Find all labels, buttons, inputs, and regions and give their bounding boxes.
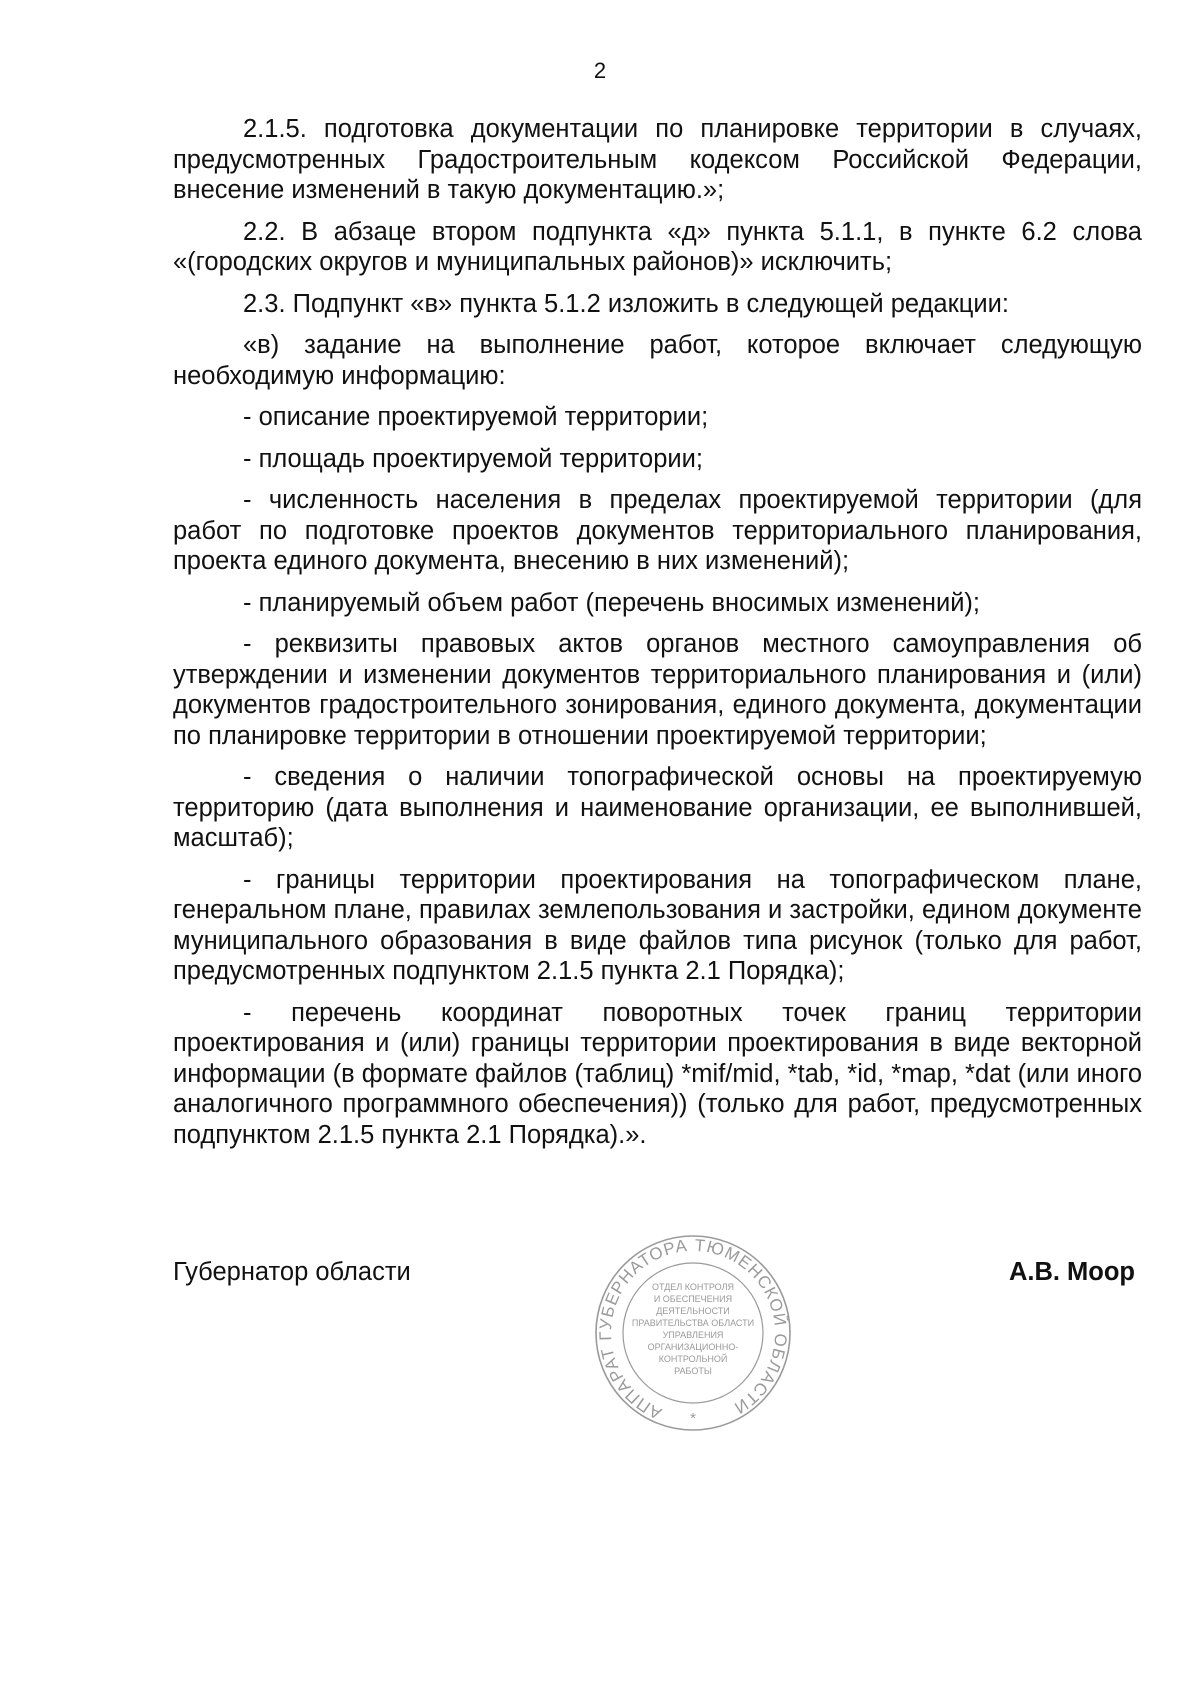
- list-item-boundaries: - границы территории проектирования на топографическом плане, генеральном плане, правилах землепользования и застройки, едином документе муниципального образования в виде файлов типа рисунок (только для работ, предусмотренных подпунктом 2.1.5 пункта 2.1 Порядка);: [173, 865, 1142, 985]
- official-stamp: [593, 1230, 793, 1440]
- signatory-position: Губернатор области: [173, 1258, 411, 1286]
- list-item-coordinates: - перечень координат поворотных точек границ территории проектирования и (или) границы территории проектирования в виде векторной информации (в формате файлов (таблиц) *mif/mid, *tab, *id, *map, *dat (или иного аналогичного программного обеспечения)) (только для работ, предусмотренных подпунктом 2.1.5 пункта 2.1 Порядка).».: [173, 998, 1142, 1149]
- paragraph-task-intro: «в) задание на выполнение работ, которое включает следующую необходимую информацию:: [173, 331, 1142, 390]
- stamp-inner-line: УПРАВЛЕНИЯ: [662, 1330, 724, 1340]
- list-item-topographic-basis: - сведения о наличии топографической основы на проектируемую территорию (дата выполнения и наименование организации, ее выполнившей, масштаб);: [173, 763, 1142, 852]
- stamp-inner-text: [632, 1282, 754, 1376]
- list-item-legal-acts: - реквизиты правовых актов органов местного самоуправления об утверждении и изменении документов территориального планирования и (или) документов градостроительного зонирования, единого документа, документации по планировке территории в отношении проектируемой территории;: [173, 630, 1142, 750]
- list-item-population: - численность населения в пределах проектируемой территории (для работ по подготовке проектов документов территориального планирования, проекта единого документа, внесению в них изменений);: [173, 486, 1142, 575]
- stamp-inner-line: ДЕЯТЕЛЬНОСТИ: [656, 1306, 730, 1316]
- paragraph-2-1-5: 2.1.5. подготовка документации по планировке территории в случаях, предусмотренных Градостроительным кодексом Российской Федерации, внесение изменений в такую документацию.»;: [173, 115, 1142, 204]
- stamp-inner-line: РАБОТЫ: [674, 1366, 712, 1376]
- stamp-inner-line: ОРГАНИЗАЦИОННО-: [647, 1342, 739, 1352]
- page-number: 2: [593, 58, 607, 83]
- stamp-inner-line: КОНТРОЛЬНОЙ: [658, 1354, 728, 1364]
- list-item-work-volume: - планируемый объем работ (перечень вносимых изменений);: [243, 588, 981, 617]
- paragraph-2-3: 2.3. Подпункт «в» пункта 5.1.2 изложить в следующей редакции:: [243, 289, 1009, 318]
- list-item-territory-description: - описание проектируемой территории;: [243, 403, 709, 431]
- list-item-territory-area: - площадь проектируемой территории;: [243, 444, 703, 473]
- stamp-star: *: [690, 1410, 696, 1427]
- stamp-inner-line: И ОБЕСПЕЧЕНИЯ: [653, 1294, 733, 1304]
- stamp-inner-line: ОТДЕЛ КОНТРОЛЯ: [652, 1282, 734, 1292]
- signatory-name: А.В. Моор: [1008, 1258, 1135, 1286]
- stamp-inner-line: ПРАВИТЕЛЬСТВА ОБЛАСТИ: [631, 1318, 755, 1328]
- document-body: [173, 114, 1142, 1161]
- paragraph-2-2: 2.2. В абзаце втором подпункта «д» пункта 5.1.1, в пункте 6.2 слова «(городских округов и муниципальных районов)» исключить;: [173, 217, 1142, 276]
- stamp-ring-text: АППАРАТ ГУБЕРНАТОРА ТЮМЕНСКОЙ ОБЛАСТИ: [595, 1235, 791, 1423]
